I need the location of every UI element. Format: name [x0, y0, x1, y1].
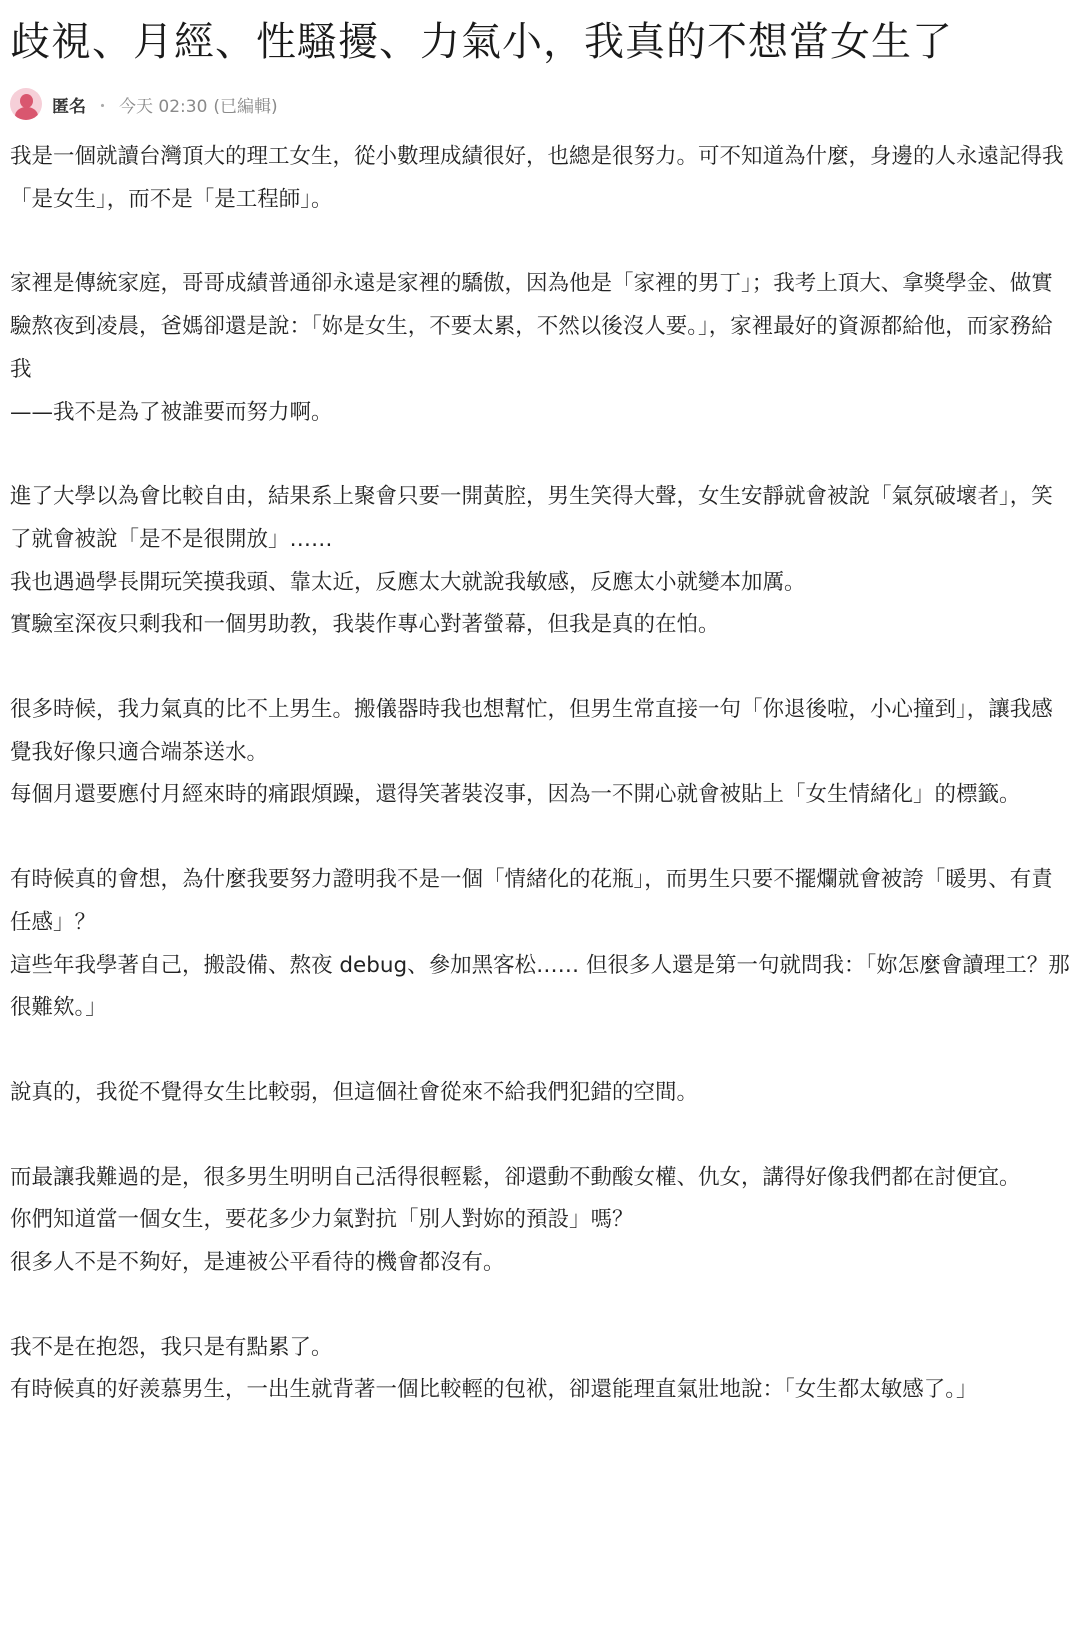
paragraph-line: ——我不是為了被誰要而努力啊。	[10, 399, 333, 425]
avatar-head-shape	[20, 94, 33, 108]
author-name[interactable]: 匿名	[52, 96, 86, 117]
meta-separator: ・	[94, 96, 111, 117]
paragraph-line: 每個月還要應付月經來時的痛跟煩躁，還得笑著裝沒事，因為一不開心就會被貼上「女生情緒化」的標籤。	[10, 782, 1021, 808]
female-avatar-icon[interactable]	[10, 88, 42, 120]
paragraph-line: 我也遇過學長開玩笑摸我頭、靠太近，反應太大就說我敏感，反應太小就變本加厲。	[10, 569, 806, 595]
paragraph-line: 說真的，我從不覺得女生比較弱，但這個社會從來不給我們犯錯的空間。	[10, 1079, 699, 1105]
post-body	[10, 136, 1070, 1412]
paragraph-line: 我是一個就讀台灣頂大的理工女生，從小數理成績很好，也總是很努力。可不知道為什麼，身邊的人永遠記得我「是女生」，而不是「是工程師」。	[10, 144, 1064, 212]
paragraph-line: 很多人不是不夠好，是連被公平看待的機會都沒有。	[10, 1250, 505, 1276]
post-paragraph	[10, 476, 1070, 647]
post-paragraph	[10, 1072, 1070, 1115]
paragraph-line: 家裡是傳統家庭，哥哥成績普通卻永遠是家裡的驕傲，因為他是「家裡的男丁」；我考上頂大、拿獎學金、做實驗熬夜到凌晨，爸媽卻還是說：「妳是女生，不要太累，不然以後沒人要。」，家裡最好的資源都給他，而家務給我	[10, 271, 1053, 382]
post-paragraph	[10, 689, 1070, 817]
post-title: 歧視、月經、性騷擾、力氣小，我真的不想當女生了	[10, 19, 953, 65]
paragraph-line: 實驗室深夜只剩我和一個男助教，我裝作專心對著螢幕，但我是真的在怕。	[10, 612, 720, 638]
edited-label: (已編輯)	[213, 96, 278, 117]
post-paragraph	[10, 263, 1070, 434]
paragraph-line: 很多時候，我力氣真的比不上男生。搬儀器時我也想幫忙，但男生常直接一句「你退後啦，小心撞到」，讓我感覺我好像只適合端茶送水。	[10, 697, 1053, 765]
post-paragraph	[10, 859, 1070, 1030]
paragraph-line: 有時候真的會想，為什麼我要努力證明我不是一個「情緒化的花瓶」，而男生只要不擺爛就會被誇「暖男、有責任感」？	[10, 867, 1053, 935]
post-paragraph	[10, 1327, 1070, 1412]
post-paragraph	[10, 136, 1070, 221]
paragraph-line: 而最讓我難過的是，很多男生明明自己活得很輕鬆，卻還動不動酸女權、仇女，講得好像我們都在討便宜。	[10, 1164, 1021, 1190]
post-time: 今天 02:30	[119, 96, 208, 117]
post-meta	[10, 86, 1070, 122]
avatar-shoulders-shape	[15, 107, 38, 120]
paragraph-line: 我不是在抱怨，我只是有點累了。	[10, 1334, 333, 1360]
paragraph-line: 有時候真的好羨慕男生，一出生就背著一個比較輕的包袱，卻還能理直氣壯地說：「女生都太敏感了。」	[10, 1377, 978, 1403]
post-paragraph	[10, 1157, 1070, 1285]
paragraph-line: 這些年我學著自己，搬設備、熬夜 debug、參加黑客松…… 但很多人還是第一句就問我：「妳怎麼會讀理工？那很難欸。」	[10, 952, 1070, 1021]
paragraph-line: 進了大學以為會比較自由，結果系上聚會只要一開黃腔，男生笑得大聲，女生安靜就會被說「氣氛破壞者」，笑了就會被說「是不是很開放」……	[10, 484, 1053, 552]
paragraph-line: 你們知道當一個女生，要花多少力氣對抗「別人對妳的預設」嗎？	[10, 1207, 634, 1233]
